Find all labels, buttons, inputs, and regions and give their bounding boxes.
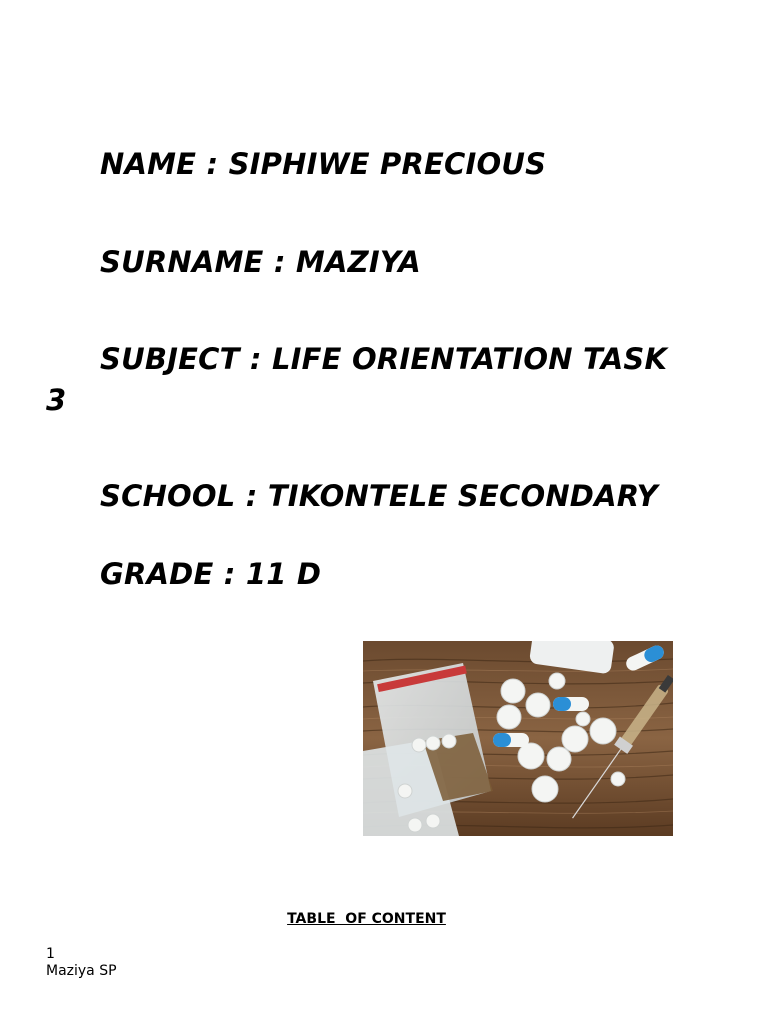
table-of-content-heading: TABLE OF CONTENT — [287, 911, 446, 927]
drugs-photo — [363, 641, 673, 836]
cover-subject: SUBJECT : LIFE ORIENTATION TASK — [100, 342, 668, 376]
footer-author: Maziya SP — [46, 963, 117, 979]
cover-school: SCHOOL : TIKONTELE SECONDARY — [100, 479, 658, 513]
cover-surname: SURNAME : MAZIYA — [100, 245, 421, 279]
cover-subject-wrap: 3 — [46, 383, 67, 417]
cover-grade: GRADE : 11 D — [100, 557, 322, 591]
cover-name: NAME : SIPHIWE PRECIOUS — [100, 147, 547, 181]
footer-page-number: 1 — [46, 946, 55, 962]
